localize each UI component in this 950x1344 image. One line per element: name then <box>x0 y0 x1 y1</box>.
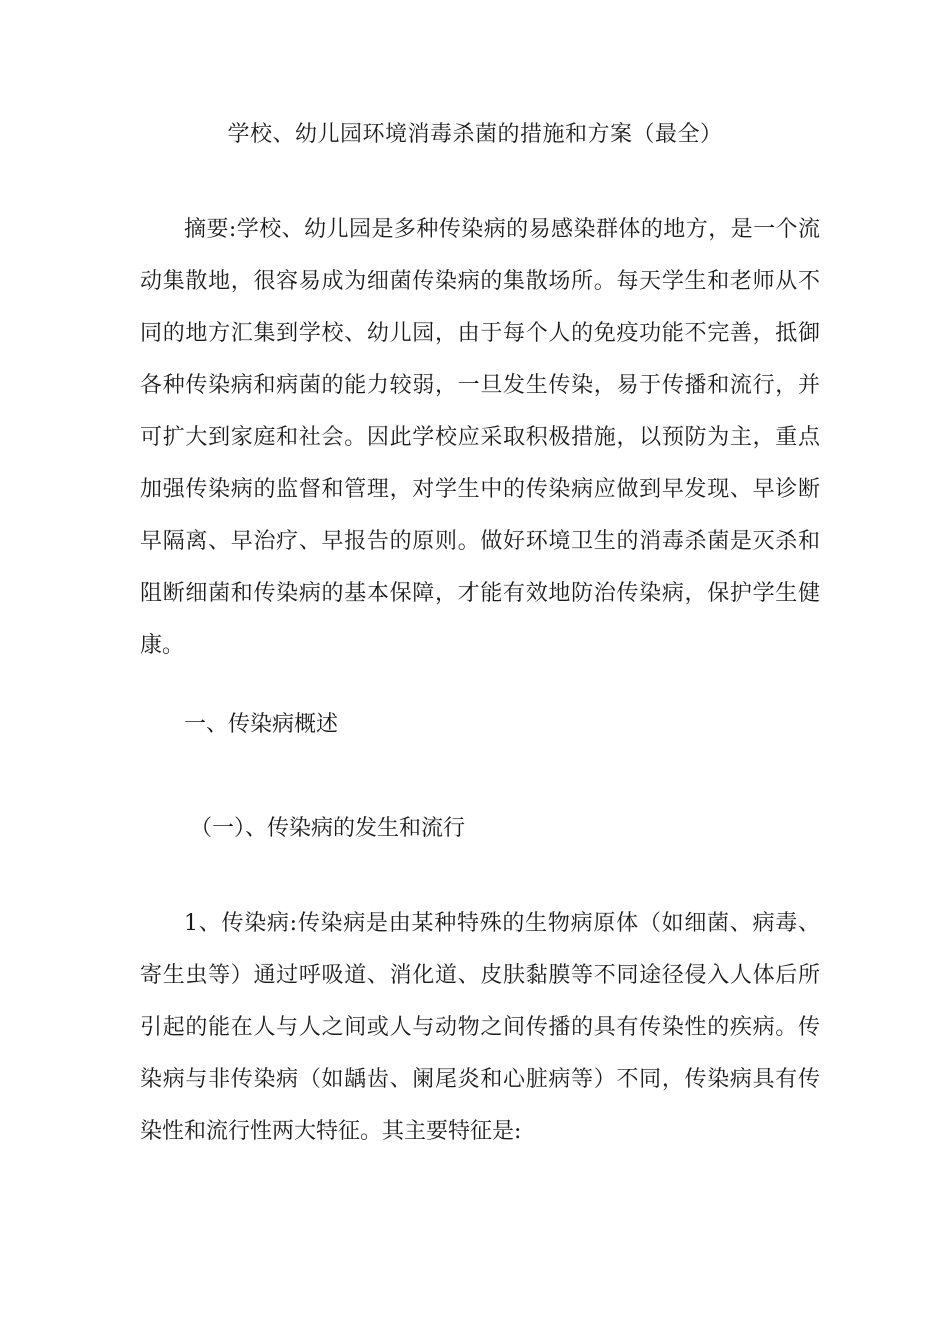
subsection-heading: （一）、传染病的发生和流行 <box>190 816 466 841</box>
body-paragraph: 1、传染病:传染病是由某种特殊的生物病原体（如细菌、病毒、寄生虫等）通过呼吸道、消化道、皮肤黏膜等不同途径侵入人体后所引起的能在人与人之间或人与动物之间传播的具有传染性的疾病。传染病与非传染病（如龋齿、阑尾炎和心脏病等）不同，传染病具有传染性和流行性两大特征。其主要特征是: <box>140 911 820 1144</box>
document-title: 学校、幼儿园环境消毒杀菌的措施和方案（最全） <box>227 122 723 147</box>
section-heading: 一、传染病概述 <box>184 712 339 737</box>
abstract-paragraph: 摘要:学校、幼儿园是多种传染病的易感染群体的地方，是一个流动集散地，很容易成为细菌传染病的集散场所。每天学生和老师从不同的地方汇集到学校、幼儿园，由于每个人的免疫功能不完善，抵御各种传染病和病菌的能力较弱，一旦发生传染，易于传播和流行，并可扩大到家庭和社会。因此学校应采取积极措施，以预防为主，重点加强传染病的监督和管理，对学生中的传染病应做到早发现、早诊断早隔离、早治疗、早报告的原则。做好环境卫生的消毒杀菌是灭杀和阻断细菌和传染病的基本保障，才能有效地防治传染病，保护学生健康。 <box>140 217 820 658</box>
